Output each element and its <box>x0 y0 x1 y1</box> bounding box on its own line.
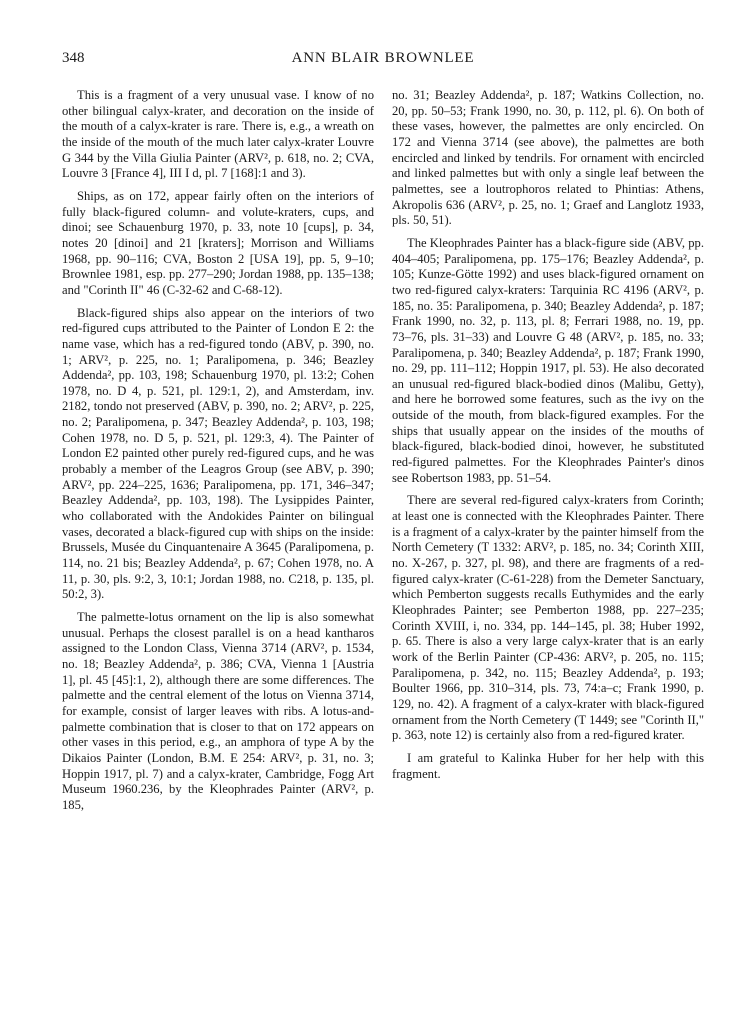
page-number: 348 <box>62 50 85 66</box>
paragraph: This is a fragment of a very unusual vase. I know of no other bilingual calyx-krater, and decoration on the inside of the mouth of a calyx-krater is rare. There is, e.g., a wreath on the inside of the mouth of the much later calyx-krater Louvre G 344 by the Villa Giulia Painter (ARV², p. 618, no. 2; CVA, Louvre 3 [France 4], III I d, pl. 7 [168]:1 and 3). <box>62 88 374 181</box>
paragraph: Ships, as on 172, appear fairly often on the interiors of fully black-figured column- and volute-kraters, cups, and dinoi; see Schauenburg 1970, p. 33, note 10 [cups], p. 34, notes 20 [dinoi] and 21 [kraters]; Morrison and Williams 1968, pp. 90–116; CVA, Boston 2 [USA 19], pp. 5, 9–10; Brownlee 1981, esp. pp. 277–290; Jordan 1988, pp. 135–138; and "Corinth II" 46 (C-32-62 and C-68-12). <box>62 188 374 297</box>
page-header <box>62 50 704 74</box>
paragraph: The palmette-lotus ornament on the lip is also somewhat unusual. Perhaps the closest parallel is on a head kantharos assigned to the London Class, Vienna 3714 (ARV², p. 1534, no. 18; Beazley Addenda², p. 386; CVA, Vienna 1 [Austria 1], pl. 45 [45]:1, 2), although there are some differences. The palmette and the central element of the lotus on Vienna 3714, for example, consist of larger leaves with ribs. A lotus-and-palmette combination that is closer to that on 172 appears on other vases in this period, e.g., an amphora of type A by the Dikaios Painter (London, B.M. E 254: ARV², p. 31, no. 3; Hoppin 1917, pl. 7) and a calyx-krater, Cambridge, Fogg Art Museum 1960.236, by the Kleophrades Painter (ARV², p. 185, <box>62 610 374 812</box>
paragraph: The Kleophrades Painter has a black-figure side (ABV, pp. 404–405; Paralipomena, pp. 175–176; Beazley Addenda², p. 105; Kunze-Götte 1992) and uses black-figured ornament on two red-figured calyx-kraters: Tarquinia RC 4196 (ARV², p. 185, no. 35: Paralipomena, p. 340; Beazley Addenda², p. 187; Frank 1990, no. 32, p. 113, pl. 8; Ferrari 1988, no. 19, pp. 73–76, pls. 31–33) and Louvre G 48 (ARV², p. 185, no. 33; Paralipomena, p. 340; Beazley Addenda², p. 187; Frank 1990, no. 29, pp. 111–112; Hoppin 1917, pl. 53). He also decorated an unusual red-figured black-bodied dinos (Malibu, Getty), and here he borrowed some features, such as the ivy on the outside of the mouth, from black-figured examples. For the ships that usually appear on the insides of the mouths of black-figured, black-bodied dinoi, however, he substituted red-figured palmettes. For the Kleophrades Painter's dinos see Robertson 1983, pp. 51–54. <box>392 235 704 485</box>
paragraph-continued: no. 31; Beazley Addenda², p. 187; Watkins Collection, no. 20, pp. 50–53; Frank 1990, no. 30, p. 112, pl. 6). On both of these vases, however, the palmettes are only encircled. On 172 and Vienna 3714 (see above), the palmettes are both encircled and linked by tendrils. For ornament with encircled and linked palmettes but with only a single leaf between the palmettes, see a loutrophoros related to Phintias: Athens, Akropolis 636 (ARV², p. 25, no. 1; Graef and Langlotz 1933, pls. 50, 51). <box>392 88 704 228</box>
paragraph: Black-figured ships also appear on the interiors of two red-figured cups attributed to the Painter of London E 2: the name vase, which has a red-figured tondo (ABV, p. 390, no. 1; ARV², p. 225, no. 1; Paralipomena, p. 346; Beazley Addenda², pp. 103, 198; Schauenburg 1970, pl. 13:2; Cohen 1978, no. D 4, p. 521, pl. 129:1, 2), and Amsterdam, inv. 2182, tondo not preserved (ABV, p. 390, no. 2; ARV², p. 225, no. 2; Paralipomena, p. 347; Beazley Addenda², p. 103, 198; Cohen 1978, no. D 5, p. 521, pl. 129:3, 4). The Painter of London E2 painted other purely red-figured cups, and he was probably a member of the Leagros Group (see ABV, p. 390; ARV², pp. 224–225, 1636; Paralipomena, pp. 171, 346–347; Beazley Addenda², pp. 103, 198). The Lysippides Painter, who collaborated with the Andokides Painter on bilingual vases, decorated a black-figured cup with ships on the inside: Brussels, Musée du Cinquantenaire A 3645 (Paralipomena, p. 114, no. 21 bis; Beazley Addenda², p. 67; Cohen 1978, no. A 11, p. 30, pls. 9:2, 3, 10:1; Jordan 1988, no. C218, p. 135, pl. 50:2, 3). <box>62 305 374 602</box>
left-column <box>62 88 374 821</box>
right-column <box>392 88 704 789</box>
paragraph: There are several red-figured calyx-kraters from Corinth; at least one is connected with the Kleophrades Painter. There is a fragment of a calyx-krater by the painter himself from the North Cemetery (T 1332: ARV², p. 185, no. 34; Corinth XIII, no. X-267, p. 327, pl. 98), and there are fragments of a red-figured calyx-krater (C-61-228) from the Demeter Sanctuary, which Pemberton suggests recalls Euthymides and the early Kleophrades Painter; see Pemberton 1988, pp. 227–235; Corinth XVIII, i, no. 334, pp. 144–145, pl. 38; Huber 1992, p. 65. There is also a very large calyx-krater that is an early work of the Berlin Painter (CP-436: ARV², p. 205, no. 115; Paralipomena, p. 342, no. 115; Beazley Addenda², p. 193; Boulter 1966, pp. 310–314, pls. 73, 74:a–c; Frank 1990, p. 129, no. 42). A fragment of a calyx-krater with black-figured ornament from the North Cemetery (T 1449; see "Corinth II," p. 363, note 12) is certainly also from a red-figured krater. <box>392 493 704 743</box>
paragraph: I am grateful to Kalinka Huber for her help with this fragment. <box>392 750 704 781</box>
running-head: ANN BLAIR BROWNLEE <box>291 50 475 66</box>
